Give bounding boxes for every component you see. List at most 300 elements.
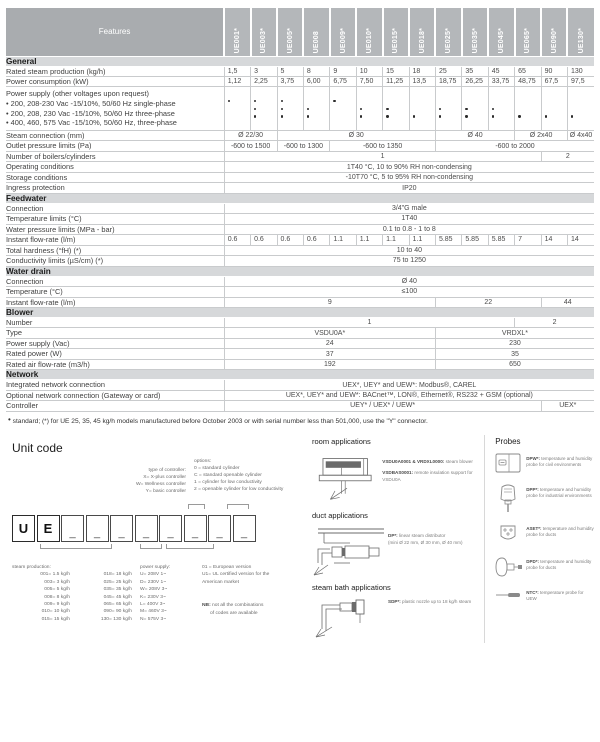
version-note-label: NB:: [202, 603, 211, 609]
row-label: Instant flow-rate (l/m): [6, 297, 224, 307]
row-label: Outlet pressure limits (Pa): [6, 141, 224, 151]
dot-row-2: [225, 105, 250, 113]
cell: 22: [435, 297, 541, 307]
cell: Ø 40: [224, 276, 594, 286]
power-supply-title: Power supply (other voltages upon request): [6, 89, 149, 99]
column-label: UE008: [313, 31, 321, 54]
column-header-ue045: [488, 8, 514, 56]
row-power-consumption: [6, 76, 594, 86]
row-blower-number: [6, 317, 594, 327]
cell: 33,75: [488, 76, 514, 86]
probes-panel: [484, 435, 594, 643]
code-box-blank-2[interactable]: _: [86, 515, 109, 542]
bullet-icon: [386, 108, 388, 110]
cell: 3,75: [277, 76, 303, 86]
bullet-icon: [465, 108, 467, 110]
cell: 35: [462, 66, 488, 76]
legend-line: 001= 1.5 kg/h: [40, 572, 70, 578]
row-label: Controller: [6, 401, 224, 411]
code-box-blank-1[interactable]: _: [61, 515, 84, 542]
row-operating-conditions: [6, 162, 594, 172]
version-note-text2: of codes are available: [210, 610, 258, 616]
legend-line: 01 = European version: [202, 564, 252, 570]
column-label: UE003*: [260, 28, 268, 54]
dot-stack: [462, 87, 487, 120]
wall-probe-icon: [494, 452, 522, 474]
cell: 5.85: [435, 235, 461, 245]
row-label: Total hardness (°fH) (*): [6, 245, 224, 255]
probe-icon-wrap: [493, 483, 523, 513]
options-annotation: [194, 458, 324, 494]
steam-bath-applications-title: steam bath applications: [312, 582, 391, 592]
dot-row-3: [436, 113, 461, 121]
bullet-icon: [386, 100, 388, 102]
cell: 2,25: [251, 76, 277, 86]
cell: 5: [277, 66, 303, 76]
steam-production-legend: [6, 564, 140, 624]
cell: 18: [409, 66, 435, 76]
column-label: UE045*: [497, 28, 505, 54]
dot-row-3: [357, 113, 382, 121]
dot-row-1: [515, 97, 540, 105]
dot-cell-6: [356, 87, 382, 131]
dot-row-2: [489, 105, 514, 113]
unit-code-panel: [6, 435, 306, 643]
version-note-text: not all the combinations: [210, 603, 264, 609]
unit-code-annotations: [102, 455, 306, 513]
controller-annotation-line: X= X-plus controller: [143, 474, 186, 480]
dot-row-1: [304, 97, 329, 105]
cell: 0.6: [224, 235, 250, 245]
cell: 2: [541, 151, 594, 161]
code-box-blank-6[interactable]: _: [184, 515, 207, 542]
legend-line: 010= 10 kg/h: [41, 609, 70, 615]
duct-applications-block: [310, 511, 484, 579]
legend-line: L= 400V 3~: [140, 601, 166, 607]
bullet-icon: [413, 108, 415, 110]
cell: 6,75: [330, 76, 356, 86]
dot-row-3: [225, 113, 250, 121]
probe-item-aset: [493, 522, 594, 546]
legend-line: K= 230V 3~: [140, 594, 166, 600]
dot-row-1: [225, 97, 250, 105]
section-network: [6, 370, 594, 380]
probe-code-ntc: NTC*:: [526, 589, 539, 595]
room-desc-2: remote insulation support for VSDU0A: [382, 469, 473, 482]
dot-row-1: [436, 97, 461, 105]
cell: UEX*, UEY* and UEW*: BACnet™, LON®, Ethernet®, RS232 + GSM (optional): [224, 390, 594, 400]
row-outlet-pressure-limits: [6, 141, 594, 151]
column-header-ue018: [409, 8, 435, 56]
table-header-row: [6, 8, 594, 56]
options-annotation-line: 1 = cylinder for low conductivity: [194, 480, 262, 486]
row-label: Number: [6, 317, 224, 327]
cell: 130: [567, 66, 594, 76]
bullet-icon: [439, 115, 441, 117]
cell: 1.1: [409, 235, 435, 245]
row-label: Connection: [6, 276, 224, 286]
cell: 65: [515, 66, 541, 76]
dot-row-1: [330, 97, 355, 105]
code-box-u: U: [12, 515, 35, 542]
dot-stack: [278, 87, 303, 120]
room-applications-title: room applications: [312, 436, 371, 446]
cell: 24: [224, 338, 435, 348]
cell: VSDU0A*: [224, 328, 435, 338]
column-label: UE130*: [577, 28, 585, 54]
probe-desc-dpd: temperature and humidity probe for ducts: [526, 558, 592, 571]
row-label: Integrated network connection: [6, 380, 224, 390]
probe-desc-ntc: temperature probe for UEW: [526, 589, 584, 602]
dot-stack: [304, 87, 329, 120]
row-fw-instant-flow-rate: [6, 235, 594, 245]
dot-cell-5: [330, 87, 356, 131]
dot-row-3: [568, 113, 594, 121]
dot-row-3: [410, 113, 435, 121]
legend-line: 018= 18 kg/h: [103, 572, 132, 578]
bullet-icon: [360, 108, 362, 110]
cell: 14: [541, 235, 567, 245]
row-net-integrated: [6, 380, 594, 390]
power-supply-line-1: • 200, 208-230 Vac -15/10%, 50/60 Hz single-phase: [6, 99, 176, 109]
cell: Ø 30: [277, 130, 435, 140]
row-blower-rated-power: [6, 349, 594, 359]
dot-row-3: [383, 113, 408, 121]
cell: 192: [224, 359, 435, 369]
column-label: UE005*: [286, 28, 294, 54]
dot-row-3: [330, 113, 355, 121]
row-steam-connection: [6, 130, 594, 140]
cell: VRDXL*: [435, 328, 594, 338]
cell: 2: [515, 317, 594, 327]
cell: 67,5: [541, 76, 567, 86]
cell: ≤100: [224, 287, 594, 297]
legend-line: 090= 90 kg/h: [103, 609, 132, 615]
version-legend: [202, 564, 306, 624]
dot-row-2: [462, 105, 487, 113]
dot-row-2: [251, 105, 276, 113]
dot-row-1: [357, 97, 382, 105]
cell: 97,5: [567, 76, 594, 86]
probe-icon-wrap: [493, 555, 523, 581]
cell: 1.1: [356, 235, 382, 245]
room-text-2: [382, 470, 484, 484]
dot-row-1: [251, 97, 276, 105]
column-label: UE009*: [339, 28, 347, 54]
dot-row-2: [410, 105, 435, 113]
dot-stack: [542, 87, 567, 120]
row-wd-temperature: [6, 287, 594, 297]
steam-bath-text: [388, 595, 471, 606]
unit-code-boxes: [12, 515, 306, 542]
bullet-icon: [333, 100, 335, 102]
legend-line: 005= 5 kg/h: [44, 587, 70, 593]
dot-cell-2: [251, 87, 277, 131]
code-box-blank-7[interactable]: _: [208, 515, 231, 542]
probe-item-ntc: [493, 590, 594, 604]
row-label: Rated power (W): [6, 349, 224, 359]
dot-stack: [225, 87, 250, 120]
column-label: UE010*: [365, 28, 373, 54]
cell: UEX*, UEY* and UEW*: Modbus®, CAREL: [224, 380, 594, 390]
duct-applications-row: [310, 523, 484, 579]
column-label: UE090*: [550, 28, 558, 54]
row-label: Power consumption (kW): [6, 76, 224, 86]
room-applications-text: [382, 449, 484, 484]
row-blower-rated-air-flow: [6, 359, 594, 369]
dot-row-2: [357, 105, 382, 113]
bullet-icon: [492, 108, 494, 110]
controller-bracket: [188, 504, 205, 509]
row-fw-water-pressure-limits: [6, 224, 594, 234]
cell: 1: [224, 151, 541, 161]
bullet-icon: [254, 115, 256, 117]
bullet-icon: [545, 100, 547, 102]
dot-stack: [251, 87, 276, 120]
legend-line: D= 230V 1~: [140, 579, 167, 585]
duct-distributor-icon: [310, 523, 388, 579]
controller-annotation-line: W= Wellness controller: [135, 481, 186, 487]
bullet-icon: [228, 115, 230, 117]
row-rated-steam-production: [6, 66, 594, 76]
column-label: UE035*: [471, 28, 479, 54]
dot-cell-3: [277, 87, 303, 131]
legend-line: 130= 130 kg/h: [100, 616, 132, 622]
room-text-1: [382, 459, 484, 466]
cell: 13,5: [409, 76, 435, 86]
row-ingress-protection: [6, 183, 594, 193]
bullet-icon: [439, 108, 441, 110]
cell: 90: [541, 66, 567, 76]
bullet-icon: [545, 108, 547, 110]
legend-line: 009= 9 kg/h: [44, 601, 70, 607]
dot-row-1: [462, 97, 487, 105]
probes-title: Probes: [495, 436, 521, 446]
probe-desc-dpw: temperature and humidity probe for civil environments: [526, 455, 593, 468]
cell: 8: [303, 66, 329, 76]
bullet-icon: [281, 115, 283, 117]
probe-code-dpw: DPW*:: [526, 455, 540, 461]
bullet-icon: [333, 115, 335, 117]
probe-item-dpd: [493, 555, 594, 581]
dot-row-3: [489, 113, 514, 121]
dot-cell-11: [488, 87, 514, 131]
row-wd-instant-flow-rate: [6, 297, 594, 307]
power-supply-line-2: • 200, 208, 230 Vac -15/10%, 50/60 Hz three-phase: [6, 108, 175, 118]
probe-item-dpw: [493, 452, 594, 474]
code-box-blank-8[interactable]: _: [233, 515, 256, 542]
column-label: UE025*: [445, 28, 453, 54]
probe-text-aset: [523, 522, 594, 540]
dot-stack: [436, 87, 461, 120]
legend-line: 008= 8 kg/h: [44, 594, 70, 600]
table-footnote: [8, 414, 592, 425]
bullet-icon: [228, 100, 230, 102]
cell: 10 to 40: [224, 245, 594, 255]
row-label: Connection: [6, 203, 224, 213]
legend-line: N= 575V 3~: [140, 616, 167, 622]
cell: UEY* / UEX* / UEW*: [224, 401, 541, 411]
cell: 45: [488, 66, 514, 76]
bullet-icon: [281, 108, 283, 110]
dot-row-3: [278, 113, 303, 121]
duct-probe-icon: [493, 555, 523, 581]
bullet-icon: •: [8, 414, 11, 424]
code-box-blank-4[interactable]: _: [135, 515, 158, 542]
cell: 14: [567, 235, 594, 245]
dot-row-3: [515, 113, 540, 121]
cell: 48,75: [515, 76, 541, 86]
dot-cell-7: [383, 87, 409, 131]
bullet-icon: [492, 115, 494, 117]
probe-text-dpp: [523, 483, 594, 501]
cell: 11,25: [383, 76, 409, 86]
cell: 5.85: [488, 235, 514, 245]
steam-production-right: [74, 571, 136, 623]
dot-row-1: [410, 97, 435, 105]
dot-cell-1: [224, 87, 250, 131]
bullet-icon: [545, 115, 547, 117]
column-header-ue010: [356, 8, 382, 56]
probe-icon-wrap: [493, 590, 523, 600]
features-header: Features: [6, 8, 224, 56]
column-header-ue003: [251, 8, 277, 56]
dot-row-2: [383, 105, 408, 113]
row-label: Conductivity limits (µS/cm) (*): [6, 256, 224, 266]
bullet-icon: [360, 115, 362, 117]
code-box-blank-5[interactable]: _: [159, 515, 182, 542]
unit-code-title: Unit code: [12, 440, 63, 455]
legend-line: 015= 15 kg/h: [41, 616, 70, 622]
cell: Ø 40: [435, 130, 514, 140]
steam-bath-code: SDP*:: [388, 598, 401, 604]
dot-stack: [568, 87, 594, 120]
dot-row-2: [278, 105, 303, 113]
unit-code-legend: [6, 564, 306, 624]
dot-row-3: [462, 113, 487, 121]
dot-row-3: [251, 113, 276, 121]
probe-desc-dpp: temperature and humidity probe for industrial environments: [526, 486, 592, 499]
dot-cell-13: [541, 87, 567, 131]
probe-text-ntc: [523, 590, 594, 604]
controller-annotation-line: Y= basic controller: [145, 489, 186, 495]
steam-blower-icon: [310, 449, 382, 507]
cell: Ø 2x40: [515, 130, 568, 140]
dot-stack: [410, 87, 435, 120]
dot-row-2: [515, 105, 540, 113]
probe-code-dpp: DPP*:: [526, 486, 539, 492]
cell: 1T40 °C, 10 to 90% RH non-condensing: [224, 162, 594, 172]
row-power-supply: [6, 87, 594, 131]
cell: 0.6: [277, 235, 303, 245]
duct-text: [388, 533, 463, 540]
legend-line: U= 208V 1~: [140, 572, 167, 578]
dot-row-3: [542, 113, 567, 121]
dot-cell-12: [515, 87, 541, 131]
dot-row-3: [304, 113, 329, 121]
code-box-blank-3[interactable]: _: [110, 515, 133, 542]
cell: 10: [356, 66, 382, 76]
column-header-ue025: [435, 8, 461, 56]
row-net-optional: [6, 390, 594, 400]
dot-cell-8: [409, 87, 435, 131]
cell: 6,00: [303, 76, 329, 86]
cell: 0.1 to 0.8 - 1 to 8: [224, 224, 594, 234]
cell: 1,5: [224, 66, 250, 76]
row-number-of-boilers: [6, 151, 594, 161]
row-label: Type: [6, 328, 224, 338]
section-title: General: [6, 56, 594, 66]
cell: 650: [435, 359, 594, 369]
column-header-ue090: [541, 8, 567, 56]
room-desc-1: steam blower: [444, 458, 473, 464]
dot-row-2: [568, 105, 594, 113]
row-label: Temperature limits (°C): [6, 214, 224, 224]
bullet-icon: [518, 108, 520, 110]
row-label: Rated air flow-rate (m3/h): [6, 359, 224, 369]
duct-desc-2: (mini Ø 22 mm, Ø 30 mm, Ø 40 mm): [388, 539, 463, 545]
column-header-ue001: [224, 8, 250, 56]
dot-cell-14: [567, 87, 594, 131]
dot-row-2: [330, 105, 355, 113]
cell: 15: [383, 66, 409, 76]
duct-applications-text: [388, 523, 463, 547]
specifications-table: [6, 8, 594, 412]
dot-cell-9: [435, 87, 461, 131]
row-label: Number of boilers/cylinders: [6, 151, 224, 161]
row-storage-conditions: [6, 172, 594, 182]
row-fw-total-hardness: [6, 245, 594, 255]
bullet-icon: [465, 115, 467, 117]
legend-line: American market: [202, 579, 239, 585]
cell: 1.1: [330, 235, 356, 245]
dot-stack: [383, 87, 408, 120]
bullet-icon: [439, 100, 441, 102]
row-label: Steam connection (mm): [6, 130, 224, 140]
steam-nozzle-icon: [310, 595, 388, 639]
probe-item-dpp: [493, 483, 594, 513]
bullet-icon: [571, 108, 573, 110]
room-applications-block: [310, 437, 484, 507]
bullet-icon: [360, 100, 362, 102]
cell: 37: [224, 349, 435, 359]
probe-text-dpw: [523, 452, 594, 470]
column-header-ue065: [515, 8, 541, 56]
cell: 1,12: [224, 76, 250, 86]
lower-brackets: [6, 542, 306, 552]
dot-row-2: [542, 105, 567, 113]
row-label: Storage conditions: [6, 172, 224, 182]
steam-bath-desc: plastic nozzle up to 18 kg/h steam: [400, 598, 472, 604]
column-header-ue005: [277, 8, 303, 56]
section-feedwater: [6, 193, 594, 203]
bullet-icon: [333, 108, 335, 110]
power-supply-legend: [140, 564, 202, 624]
row-wd-connection: [6, 276, 594, 286]
row-label: Water pressure limits (MPa - bar): [6, 224, 224, 234]
room-applications-row: [310, 449, 484, 507]
bullet-icon: [281, 100, 283, 102]
column-header-ue015: [383, 8, 409, 56]
probe-desc-aset: temperature and humidity probe for ducts: [526, 525, 594, 538]
cell: Ø 4x40: [567, 130, 594, 140]
column-label: UE001*: [233, 28, 241, 54]
dot-stack: [489, 87, 514, 120]
cell: IP20: [224, 183, 594, 193]
legend-line: 035= 35 kg/h: [103, 587, 132, 593]
probe-code-dpd: DPD*:: [526, 558, 539, 564]
cell: -10T70 °C, 5 to 95% RH non-condensing: [224, 172, 594, 182]
